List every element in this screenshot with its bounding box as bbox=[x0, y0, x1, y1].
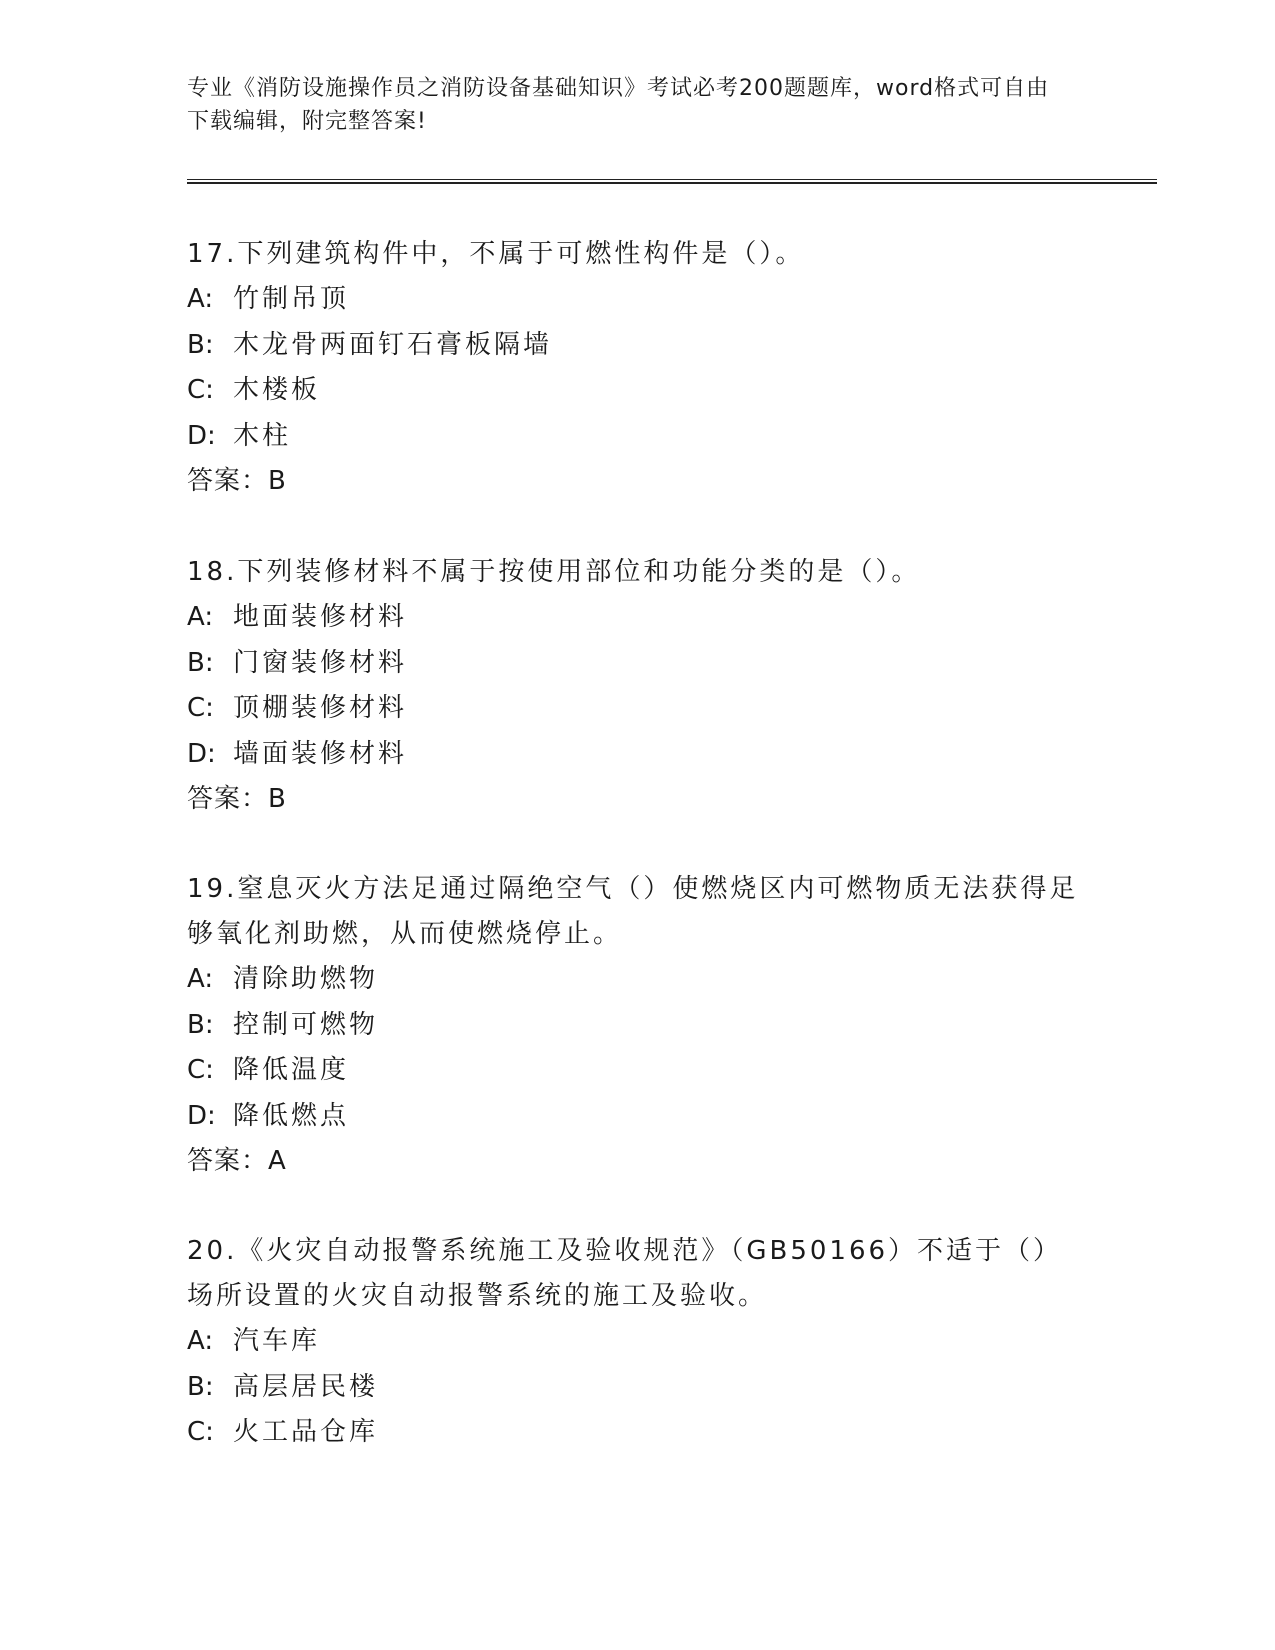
option-label: B: bbox=[187, 1009, 214, 1040]
option-label: C: bbox=[187, 1055, 214, 1085]
option-c bbox=[187, 368, 1087, 414]
document-title: 专业《消防设施操作员之消防设备基础知识》考试必考200题题库，word格式可自由下载编辑，附完整答案! bbox=[187, 76, 1050, 134]
question-18 bbox=[187, 550, 1087, 822]
option-d bbox=[187, 732, 1087, 778]
option-text: 控制可燃物 bbox=[233, 1009, 379, 1040]
option-b bbox=[187, 1003, 1087, 1049]
answer-value: A bbox=[268, 1146, 287, 1176]
question-20 bbox=[187, 1229, 1087, 1456]
option-text: 门窗装修材料 bbox=[233, 647, 408, 678]
answer-label: 答案： bbox=[187, 1146, 269, 1176]
option-label: C: bbox=[187, 1417, 214, 1447]
option-a bbox=[187, 1319, 1087, 1365]
option-label: B: bbox=[187, 329, 214, 360]
option-text: 木柱 bbox=[233, 420, 292, 451]
option-text: 清除助燃物 bbox=[233, 964, 379, 994]
option-label: B: bbox=[187, 1371, 214, 1402]
question-17 bbox=[187, 232, 1087, 504]
document-header bbox=[187, 72, 1067, 138]
option-text: 高层居民楼 bbox=[233, 1371, 379, 1402]
option-text: 顶棚装修材料 bbox=[233, 693, 408, 723]
option-label: D: bbox=[187, 420, 216, 451]
question-19 bbox=[187, 867, 1087, 1184]
option-text: 降低燃点 bbox=[233, 1100, 350, 1131]
answer-label: 答案： bbox=[187, 466, 269, 496]
option-label: D: bbox=[187, 1100, 216, 1131]
option-label: B: bbox=[187, 647, 214, 678]
question-stem: 18.下列装修材料不属于按使用部位和功能分类的是（）。 bbox=[187, 557, 921, 587]
option-a bbox=[187, 595, 1087, 641]
option-label: A: bbox=[187, 602, 214, 632]
option-d bbox=[187, 414, 1087, 460]
answer-line bbox=[187, 459, 1087, 504]
answer-label: 答案： bbox=[187, 784, 269, 814]
option-label: D: bbox=[187, 738, 216, 769]
option-text: 汽车库 bbox=[233, 1326, 321, 1356]
answer-line bbox=[187, 1139, 1087, 1184]
option-b bbox=[187, 1365, 1087, 1411]
option-text: 降低温度 bbox=[233, 1055, 350, 1085]
option-label: C: bbox=[187, 693, 214, 723]
option-label: A: bbox=[187, 1326, 214, 1356]
question-stem: 19.窒息灭火方法足通过隔绝空气（）使燃烧区内可燃物质无法获得足够氧化剂助燃，从而使燃烧停止。 bbox=[187, 874, 1079, 949]
option-text: 墙面装修材料 bbox=[233, 738, 408, 769]
option-label: C: bbox=[187, 375, 214, 405]
option-label: A: bbox=[187, 964, 214, 994]
option-b bbox=[187, 323, 1087, 369]
option-d bbox=[187, 1094, 1087, 1140]
question-stem: 20.《火灾自动报警系统施工及验收规范》（GB50166）不适于（）场所设置的火灾自动报警系统的施工及验收。 bbox=[187, 1236, 1063, 1311]
option-c bbox=[187, 1048, 1087, 1094]
question-stem: 17.下列建筑构件中，不属于可燃性构件是（）。 bbox=[187, 239, 805, 269]
option-text: 木龙骨两面钉石膏板隔墙 bbox=[233, 329, 553, 360]
header-divider bbox=[187, 179, 1157, 184]
option-b bbox=[187, 641, 1087, 687]
answer-line bbox=[187, 777, 1087, 822]
option-text: 竹制吊顶 bbox=[233, 284, 350, 314]
option-c bbox=[187, 1410, 1087, 1456]
option-text: 木楼板 bbox=[233, 375, 321, 405]
answer-value: B bbox=[268, 466, 287, 496]
option-a bbox=[187, 957, 1087, 1003]
option-text: 地面装修材料 bbox=[233, 602, 408, 632]
answer-value: B bbox=[268, 784, 287, 814]
option-c bbox=[187, 686, 1087, 732]
option-text: 火工品仓库 bbox=[233, 1417, 379, 1447]
option-a bbox=[187, 277, 1087, 323]
option-label: A: bbox=[187, 284, 214, 314]
